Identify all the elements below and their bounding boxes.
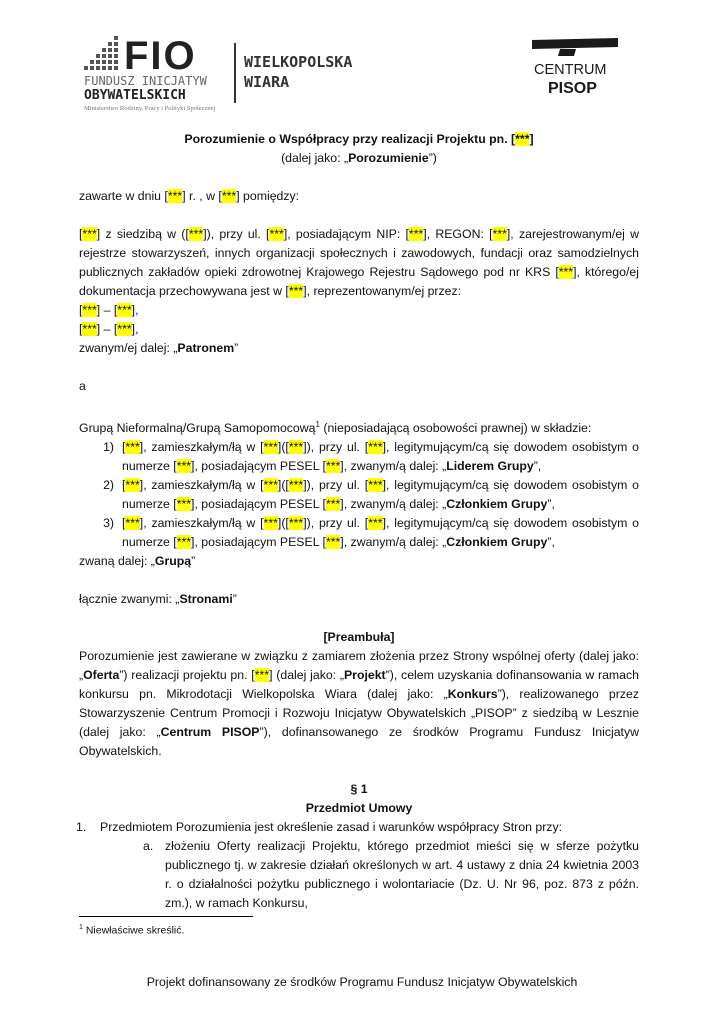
wp-line1: WIELKOPOLSKA <box>244 53 353 71</box>
party1-called: zwanym/ej dalej: „Patronem” <box>79 341 239 355</box>
footnote-separator <box>79 916 253 917</box>
party1-paragraph: [***] z siedzibą w ([***]), przy ul. [***], posiadającym NIP: [***], REGON: [***], zarejestrowanym/ej w rejestrze stowarzyszeń, innych organizacji społecznych i zawodowych, fundacji oraz samodzielnych publicznych zakładów opieki zdrowotnej Krajowego Rejestru Sądowego pod nr KRS [***], którego/ej dokumentacja przechowywana jest w [***], reprezentowanym/ej przez: <box>79 227 640 298</box>
fio-sub1: FUNDUSZ INICJATYW <box>84 74 207 88</box>
parties-line: łącznie zwanymi: „Stronami” <box>79 592 237 607</box>
footnote-ref: 1 <box>315 420 320 429</box>
intro-line: zawarte w dniu [***] r. , w [***] pomiędzy: <box>79 189 300 203</box>
section1-number: § 1 <box>350 782 368 797</box>
centrum-pisop-logo <box>530 38 622 98</box>
representative-2: [***] – [***], <box>79 322 139 336</box>
section1-point-1: 1. Przedmiotem Porozumienia jest określenie zasad i warunków współpracy Stron przy: <box>76 820 563 835</box>
fio-logo-graphic <box>84 35 396 113</box>
fio-sub2: OBYWATELSKICH <box>84 88 186 103</box>
doc-subtitle: (dalej jako: „Porozumienie”) <box>281 151 437 165</box>
placeholder: *** <box>167 189 183 203</box>
document-body <box>76 130 640 913</box>
section1-title: Przedmiot Umowy <box>305 801 413 816</box>
fio-wielkopolska-logo <box>84 35 396 113</box>
wp-line2: WIARA <box>244 73 290 91</box>
pisop-line1: CENTRUM <box>534 62 607 78</box>
preamble-paragraph: Porozumienie jest zawierane w związku z zamiarem złożenia przez Strony wspólnej oferty (dalej jako: „Oferta”) realizacji projektu pn. [***] (dalej jako: „Projekt”), celem uzyskania dofinansowania w ramach konkursu pn. Mikrodotacji Wielkopolska Wiara (dalej jako: „Konkurs”), realizowanego przez Stowarzyszenie Centrum Promocji i Rozwoju Inicjatyw Obywatelskich „PISOP” z siedzibą w Lesznie (dalej jako: „Centrum PISOP”), dofinansowanego ze środków Programu Fundusz Inicjatyw Obywatelskich. <box>79 649 640 759</box>
group-member-item: 3) [***], zamieszkałym/łą w [***]([***]), przy ul. [***], legitymującym/cą się dowodem osobistym o numerze [***], posiadającym PESEL [***], zwanym/ą dalej: „Członkiem Grupy”, <box>103 516 640 550</box>
and-line: a <box>79 379 86 393</box>
fio-title: FIO <box>124 35 197 78</box>
group-member-item: 2) [***], zamieszkałym/łą w [***]([***]), przy ul. [***], legitymującym/cą się dowodem osobistym o numerze [***], posiadającym PESEL [***], zwanym/ą dalej: „Członkiem Grupy”, <box>103 478 640 512</box>
footnote: $^1$ Niewłaściwe skreślić. <box>79 924 185 937</box>
fio-ministry: Ministerstwo Rodziny, Pracy i Polityki Społecznej <box>84 105 216 112</box>
group-intro: Grupą Nieformalną/Grupą Samopomocową$^1$ (nieposiadającą osobowości prawnej) w składzie: <box>79 420 592 436</box>
page-footer: Projekt dofinansowany ze środków Programu Fundusz Inicjatyw Obywatelskich <box>146 975 578 989</box>
pisop-logo-graphic <box>530 38 622 98</box>
preamble-heading: [Preambuła] <box>323 630 395 645</box>
section1-point-a: a. złożeniu Oferty realizacji Projektu, którego przedmiot mieści się w sferze pożytku publicznego tj. w zakresie działań określonych w art. 4 ustawy z dnia 24 kwietnia 2003 r. o działalności pożytku publicznego i wolontariacie (Dz. U. Nr 96, poz. 873 z późn. zm.), w ramach Konkursu, <box>143 839 639 911</box>
placeholder: *** <box>221 189 237 203</box>
group-member-list <box>79 438 639 552</box>
pisop-line2: PISOP <box>548 80 597 97</box>
group-member-item: 1) [***], zamieszkałym/łą w [***]([***]), przy ul. [***], legitymującym/cą się dowodem osobistym o numerze [***], posiadającym PESEL [***], zwanym/ą dalej: „Liderem Grupy”, <box>103 440 640 474</box>
group-called: zwaną dalej: „Grupą” <box>79 554 196 569</box>
representative-1: [***] – [***], <box>79 303 139 317</box>
doc-title: Porozumienie o Współpracy przy realizacji Projektu pn. [***] <box>184 132 534 146</box>
placeholder: *** <box>515 132 530 146</box>
